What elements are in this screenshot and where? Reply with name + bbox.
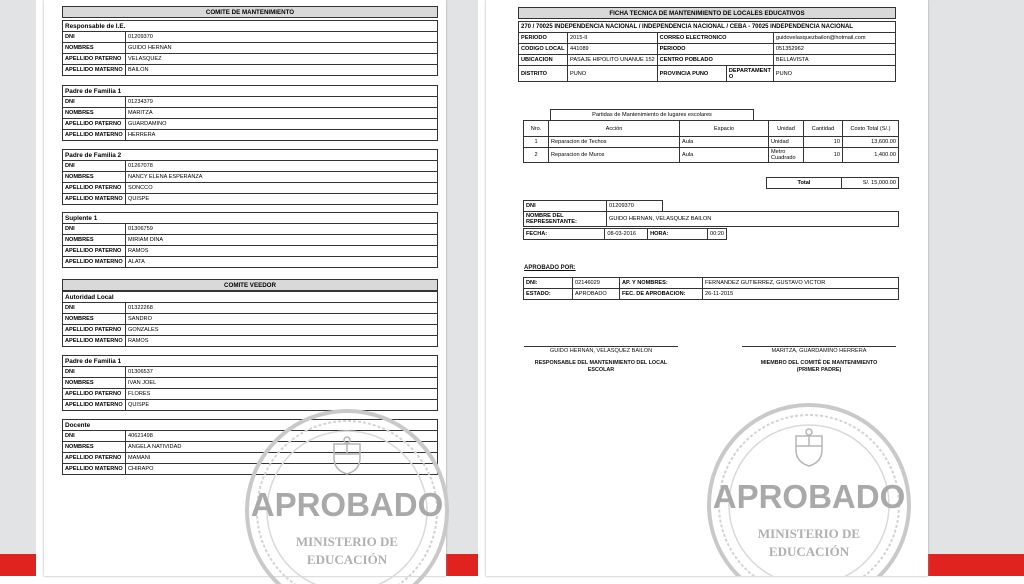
field-value: NANCY ELENA ESPERANZA: [126, 172, 438, 183]
stamp-word: APROBADO: [712, 478, 906, 515]
field-label: DNI: [63, 367, 126, 378]
field-value: MAMANI: [126, 453, 438, 464]
table-row: [63, 303, 438, 314]
stamp-line2: EDUCACIÓN: [768, 544, 850, 559]
stamp-line2: EDUCACIÓN: [306, 552, 388, 567]
field-value: 40621498: [126, 431, 438, 442]
table-row: [63, 108, 438, 119]
group-title: Docente: [63, 420, 438, 431]
table-row: [63, 65, 438, 76]
email-value: guidovelasquezbailon@hotmail.com: [773, 33, 895, 44]
table-row: [63, 54, 438, 65]
red-bar-left: [0, 554, 36, 576]
field-label: DNI: [63, 224, 126, 235]
field-value: SONCCO: [126, 183, 438, 194]
field-value: SANDRO: [126, 314, 438, 325]
table-row: [63, 224, 438, 235]
field-label: APELLIDO MATERNO: [63, 194, 126, 205]
right-margin: [928, 0, 1024, 576]
signature-line-1: [524, 346, 678, 347]
field-value: 01306759: [126, 224, 438, 235]
table-row: 1 Reparacion de Techos Aula Unidad 10 13,600.00: [524, 137, 899, 148]
table-row: [63, 172, 438, 183]
partidas-table: Nro. Acción Espacio Unidad Cantidad Costo Total (S/.) 1 Reparacion de Techos Aula Unidad 10 13,600.00 2 Reparacion de Muros Aula Metro Cuadrado 10 1,400.00: [523, 120, 899, 163]
table-row: [63, 183, 438, 194]
field-value: GUARDAMINO: [126, 119, 438, 130]
field-value: GONZALES: [126, 325, 438, 336]
partidas-title: Partidas de Mantenimiento de lugares escolares: [551, 110, 754, 121]
field-label: APELLIDO PATERNO: [63, 453, 126, 464]
group-title: Padre de Familia 1: [63, 356, 438, 367]
rep-name-table: NOMBRE DEL REPRESENTANTE: GUIDO HERNAN, VELASQUEZ BAILON: [523, 211, 899, 227]
field-value: HERRERA: [126, 130, 438, 141]
comite-mantenimiento-header: [62, 6, 438, 18]
aprobado-por-label: APROBADO POR:: [524, 265, 576, 271]
table-row: [63, 43, 438, 54]
left-margin: [0, 0, 36, 576]
field-value: MARITZA: [126, 108, 438, 119]
field-label: NOMBRES: [63, 172, 126, 183]
field-value: 01234379: [126, 97, 438, 108]
table-row: 2 Reparacion de Muros Aula Metro Cuadrado 10 1,400.00: [524, 148, 899, 163]
table-row: [63, 235, 438, 246]
group-title: Responsable de I.E.: [63, 21, 438, 32]
peru-shield-icon: [334, 437, 360, 474]
table-row: [63, 367, 438, 378]
stamp-word: APROBADO: [250, 486, 444, 523]
aprobado-stamp: [242, 406, 452, 584]
group-title: Padre de Familia 1: [63, 86, 438, 97]
veedor-title: COMITE VEEDOR: [63, 280, 438, 291]
table-row: [63, 32, 438, 43]
fecha-table: FECHA: 08-03-2016 HORA: 00:20: [523, 228, 727, 240]
field-label: DNI: [63, 32, 126, 43]
field-value: RAMOS: [126, 246, 438, 257]
comite-title: COMITE DE MANTENIMIENTO: [63, 7, 438, 18]
table-row: [63, 119, 438, 130]
member-group: [62, 291, 438, 347]
field-label: NOMBRES: [63, 108, 126, 119]
field-value: IVAN JOEL: [126, 378, 438, 389]
field-label: DNI: [63, 303, 126, 314]
field-label: APELLIDO MATERNO: [63, 130, 126, 141]
total-label: Total: [767, 178, 842, 189]
field-value: VELASQUEZ: [126, 54, 438, 65]
group-title: Suplente 1: [63, 213, 438, 224]
table-row: [63, 257, 438, 268]
field-label: NOMBRES: [63, 378, 126, 389]
member-group: [62, 85, 438, 141]
field-label: DNI: [63, 161, 126, 172]
field-label: DNI: [63, 431, 126, 442]
table-row: [63, 325, 438, 336]
member-group: [62, 149, 438, 205]
table-row: [63, 336, 438, 347]
red-bar-right: [928, 554, 1024, 576]
table-row: [63, 161, 438, 172]
school-line: 270 / 70025 INDEPENDENCIA NACIONAL / INDEPENDENCIA NACIONAL / CEBA - 70025 INDEPENDENCIA NACIONAL: [519, 22, 896, 33]
field-label: APELLIDO PATERNO: [63, 119, 126, 130]
group-title: Autoridad Local: [63, 292, 438, 303]
table-row: [63, 378, 438, 389]
field-label: APELLIDO MATERNO: [63, 257, 126, 268]
field-value: GUIDO HERNAN: [126, 43, 438, 54]
ficha-title-table: [518, 7, 896, 19]
field-label: APELLIDO PATERNO: [63, 246, 126, 257]
field-label: APELLIDO MATERNO: [63, 336, 126, 347]
field-value: QUISPE: [126, 194, 438, 205]
field-label: APELLIDO PATERNO: [63, 389, 126, 400]
stamp-line1: MINISTERIO DE: [295, 534, 399, 549]
rep-dni-table: DNI 01209370: [523, 200, 663, 212]
field-label: NOMBRES: [63, 442, 126, 453]
field-value: FLORES: [126, 389, 438, 400]
field-label: NOMBRES: [63, 43, 126, 54]
school-info-table: 270 / 70025 INDEPENDENCIA NACIONAL / INDEPENDENCIA NACIONAL / CEBA - 70025 INDEPENDENCIA NACIONAL PERIODO 2015-II CORREO ELECTRONICO guidovelasquezbailon@hotmail.com CODIGO LOCAL 441089 PERIODO 051352962 UBICACION PASAJE HIPOLITO UNANUE 152 CENTRO POBLADO BELLAVISTA DISTRITO PUNO PROVINCIA PUNO DEPARTAMENT O PUNO: [518, 21, 896, 82]
field-value: BAILON: [126, 65, 438, 76]
left-document-page: [44, 0, 446, 576]
stamp-line1: MINISTERIO DE: [757, 526, 861, 541]
right-document-page: FICHA TECNICA DE MANTENIMIENTO DE LOCALES EDUCATIVOS 270 / 70025 INDEPENDENCIA NACIONAL / INDEPENDENCIA NACIONAL / CEBA - 70025 INDEPENDENCIA NACIONAL PERIODO 2015-II CORREO ELECTRONICO guidovelasquezbailon@hotmail.com CODIGO LOCAL 441089 PERIODO 051352962 UBICACION PASAJE HIPOLITO UNANUE 152 CENTRO POBLADO BELLAVISTA DISTRITO PUNO PROVINCIA PUNO DEPARTAMENT O PUNO Partidas de Mantenimiento de lugares escolares Nro. Acción Espacio Unidad Cantidad Costo Total (S/.) 1 Reparacion de Techos Aula Unidad 10 13,600.00 2 Reparacion de Muros Aula Metro Cuadrado 10 1,400.00 Total S/. 15,000.00 DNI 01209370 NOMBRE DEL REPRESENTANTE: GUIDO HERNAN, VELASQUEZ BAILON FECHA: 08-03-2016 HORA: 00:20 APROBADO POR: DNI: 02146029 AP. Y NOMBRES: FERNANDEZ GUTIERREZ, GUSTAVO VICTOR ESTADO: APROBADO FEC. DE APROBACION: 26-11-2015 GUIDO HERNAN, VELASQUEZ BAILON RESPONSABLE DEL MANTENIMIENTO DEL LOCAL ESCOLAR MARITZA, GUARDAMINO HERRERA MIEMBRO DEL COMITÉ DE MANTENIMIENTO (PRIMER PADRE) APROBADO MINISTERIO DE EDUCACIÓN: [486, 0, 928, 576]
field-label: NOMBRES: [63, 314, 126, 325]
table-row: [63, 389, 438, 400]
field-label: APELLIDO MATERNO: [63, 65, 126, 76]
field-label: APELLIDO MATERNO: [63, 464, 126, 475]
peru-shield-icon: [796, 429, 822, 466]
field-value: 01322268: [126, 303, 438, 314]
member-group: [62, 20, 438, 76]
table-row: [63, 194, 438, 205]
ficha-title: FICHA TECNICA DE MANTENIMIENTO DE LOCALES EDUCATIVOS: [519, 8, 896, 19]
total-table: [766, 177, 899, 189]
field-value: ANGELA NATIVIDAD: [126, 442, 438, 453]
approver-table: DNI: 02146029 AP. Y NOMBRES: FERNANDEZ GUTIERREZ, GUSTAVO VICTOR ESTADO: APROBADO FEC. DE APROBACION: 26-11-2015: [523, 277, 899, 300]
field-value: 01306537: [126, 367, 438, 378]
table-row: [63, 314, 438, 325]
field-value: MIRIAM DINA: [126, 235, 438, 246]
member-group: [62, 212, 438, 268]
group-title: Padre de Familia 2: [63, 150, 438, 161]
aprobado-stamp-2: [704, 400, 914, 576]
member-group: [62, 355, 438, 411]
field-label: APELLIDO PATERNO: [63, 183, 126, 194]
field-value: QUISPE: [126, 400, 438, 411]
field-label: DNI: [63, 97, 126, 108]
table-row: [63, 246, 438, 257]
signature-name-2: MARITZA, GUARDAMINO HERRERA: [771, 348, 867, 354]
field-value: 01209370: [126, 32, 438, 43]
rep-name: GUIDO HERNAN, VELASQUEZ BAILON: [607, 212, 899, 227]
field-label: APELLIDO PATERNO: [63, 54, 126, 65]
comite-veedor-header: [62, 279, 438, 291]
signature-line-2: [742, 346, 896, 347]
field-value: ALATA: [126, 257, 438, 268]
field-label: NOMBRES: [63, 235, 126, 246]
field-value: RAMOS: [126, 336, 438, 347]
field-value: 01267078: [126, 161, 438, 172]
field-label: APELLIDO MATERNO: [63, 400, 126, 411]
table-row: [63, 97, 438, 108]
signature-name-1: GUIDO HERNAN, VELASQUEZ BAILON: [549, 348, 653, 354]
field-label: APELLIDO PATERNO: [63, 325, 126, 336]
field-value: CHIRAPO: [126, 464, 438, 475]
table-row: [63, 130, 438, 141]
total-value: S/. 15,000.00: [842, 178, 899, 189]
